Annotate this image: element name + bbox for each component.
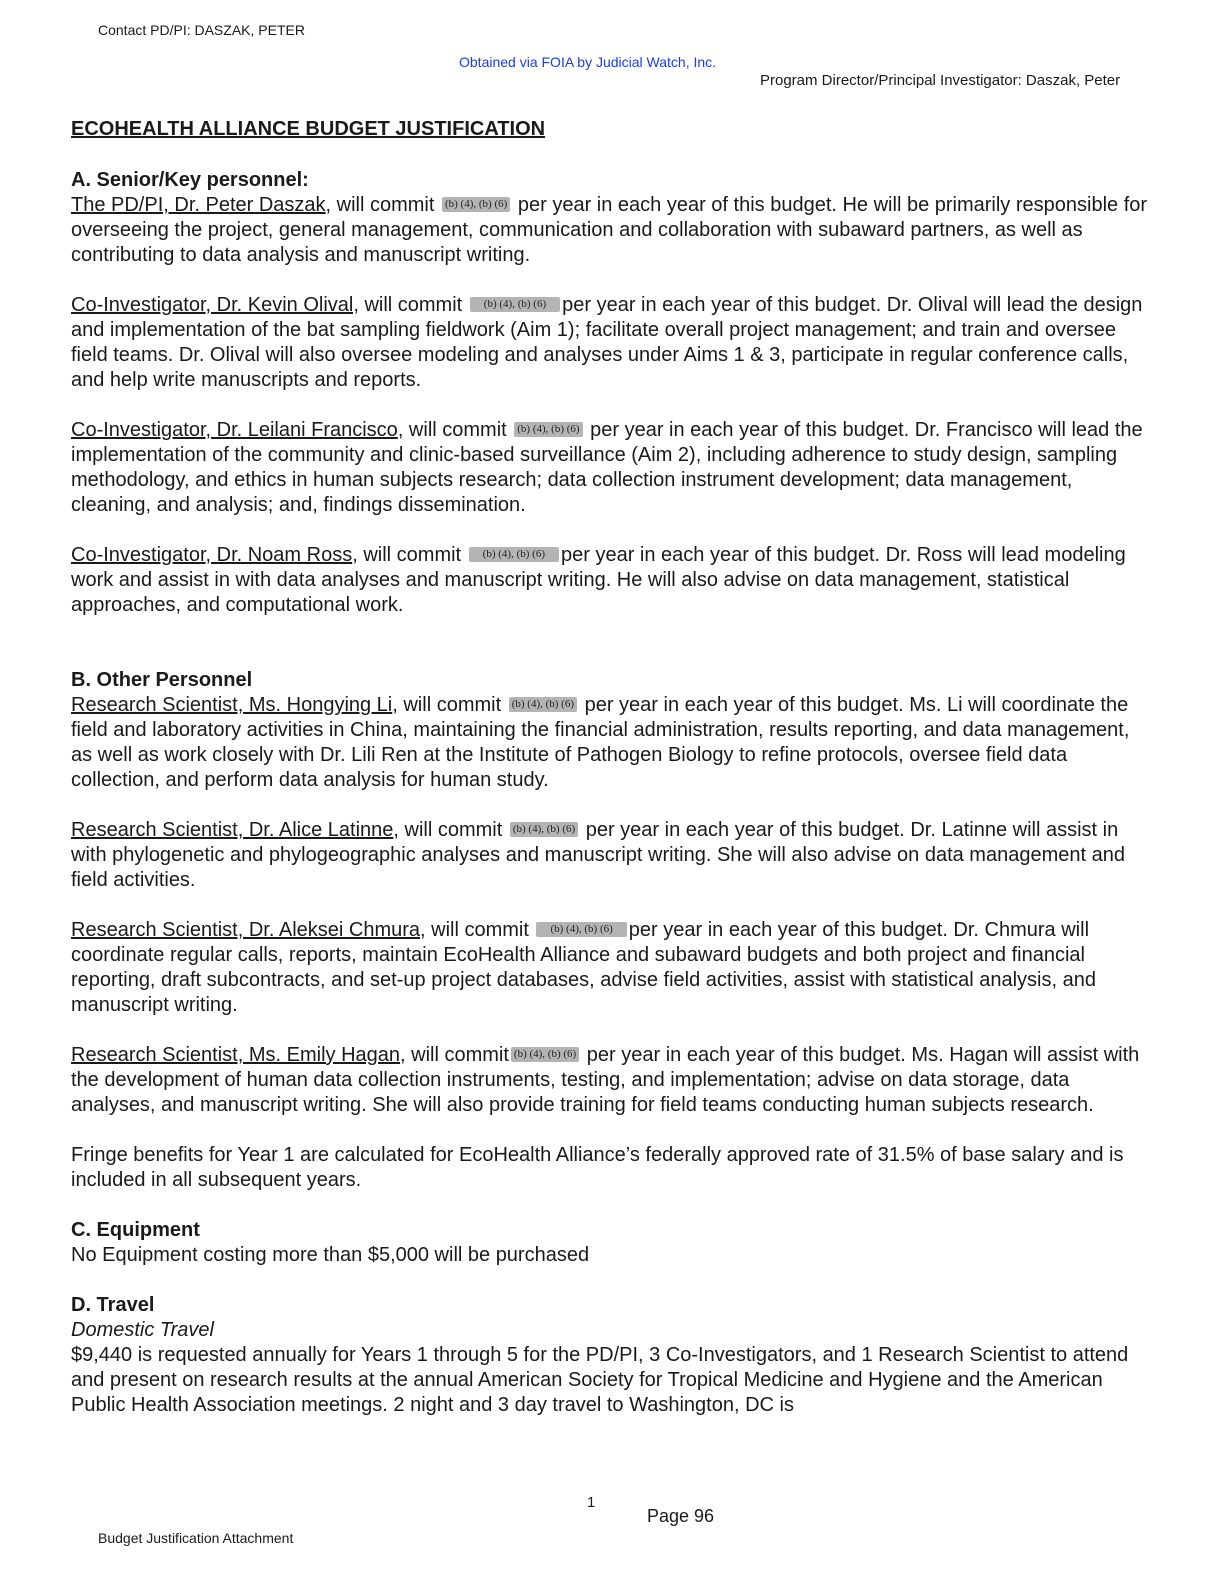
personnel-name: The PD/PI, Dr. Peter Daszak	[71, 194, 326, 216]
redaction-box: (b) (4), (b) (6)	[511, 1047, 579, 1062]
personnel-name: Research Scientist, Dr. Aleksei Chmura	[71, 919, 421, 941]
paragraph-daszak: The PD/PI, Dr. Peter Daszak, will commit (b) (4), (b) (6) per year in each year of this budget. He will be primarily responsible for overseeing the project, general management, communication and collaboration with subaward partners, as well as contributing to data analysis and manuscript writing.	[71, 194, 1148, 266]
section-d-heading: D. Travel	[71, 1294, 155, 1316]
personnel-name: Co-Investigator, Dr. Leilani Francisco	[71, 419, 398, 441]
section-a-heading: A. Senior/Key personnel:	[71, 169, 309, 191]
paragraph-latinne: Research Scientist, Dr. Alice Latinne, will commit (b) (4), (b) (6) per year in each year of this budget. Dr. Latinne will assist in with phylogenetic and phylogeographic analyses and manuscript writing. She will also advise on data management and field activities.	[71, 819, 1125, 891]
personnel-name: Research Scientist, Dr. Alice Latinne	[71, 819, 394, 841]
personnel-name: Research Scientist, Ms. Hongying Li	[71, 694, 393, 716]
paragraph-ross: Co-Investigator, Dr. Noam Ross, will commit (b) (4), (b) (6) per year in each year of this budget. Dr. Ross will lead modeling work and assist in with data analyses and manuscript writing. He will also advise on data management, statistical approaches, and computational work.	[71, 544, 1126, 616]
redaction-box: (b) (4), (b) (6)	[514, 422, 582, 437]
section-b-heading: B. Other Personnel	[71, 669, 253, 691]
foia-notice: Obtained via FOIA by Judicial Watch, Inc.	[459, 54, 717, 70]
document-title: ECOHEALTH ALLIANCE BUDGET JUSTIFICATION	[71, 118, 546, 140]
paragraph-fringe: Fringe benefits for Year 1 are calculated for EcoHealth Alliance’s federally approved rate of 31.5% of base salary and is included in all subsequent years.	[71, 1144, 1124, 1191]
paragraph-domestic-travel: $9,440 is requested annually for Years 1 through 5 for the PD/PI, 3 Co-Investigators, and 1 Research Scientist to attend and present on research results at the annual American Society for Tropical Medicine and Hygiene and the American Public Health Association meetings. 2 night and 3 day travel to Washington, DC is	[71, 1344, 1129, 1416]
contact-header: Contact PD/PI: DASZAK, PETER	[98, 22, 305, 38]
redaction-box: (b) (4), (b) (6)	[470, 297, 560, 312]
personnel-name: Co-Investigator, Dr. Noam Ross	[71, 544, 353, 566]
page-label: Page 96	[647, 1506, 715, 1526]
spacer	[71, 643, 1151, 668]
personnel-name: Co-Investigator, Dr. Kevin Olival,	[71, 294, 359, 316]
page-number: 1	[587, 1494, 596, 1511]
redaction-box: (b) (4), (b) (6)	[469, 547, 559, 562]
paragraph-olival: Co-Investigator, Dr. Kevin Olival, will commit (b) (4), (b) (6) per year in each year of this budget. Dr. Olival will lead the design and implementation of the bat sampling fieldwork (Aim 1); facilitate overall project management; and train and oversee field teams. Dr. Olival will also oversee modeling and analyses under Aims 1 & 3, participate in regular conference calls, and help write manuscripts and reports.	[71, 294, 1143, 391]
paragraph-chmura: Research Scientist, Dr. Aleksei Chmura, will commit (b) (4), (b) (6) per year in each year of this budget. Dr. Chmura will coordinate regular calls, reports, maintain EcoHealth Alliance and subaward budgets and both project and financial reporting, draft subcontracts, and set-up project databases, advise field activities, assist with statistical analysis, and manuscript writing.	[71, 919, 1096, 1016]
redaction-box: (b) (4), (b) (6)	[536, 922, 626, 937]
redaction-box: (b) (4), (b) (6)	[509, 697, 577, 712]
paragraph-francisco: Co-Investigator, Dr. Leilani Francisco, will commit (b) (4), (b) (6) per year in each year of this budget. Dr. Francisco will lead the implementation of the community and clinic-based surveillance (Aim 2), including adherence to study design, sampling methodology, and ethics in human subjects research; data collection instrument development; data management, cleaning, and analysis; and, findings dissemination.	[71, 419, 1143, 516]
paragraph-hagan: Research Scientist, Ms. Emily Hagan, will commit (b) (4), (b) (6) per year in each year of this budget. Ms. Hagan will assist with the development of human data collection instruments, testing, and implementation; advise on data storage, data analyses, and manuscript writing. She will also provide training for field teams conducting human subjects research.	[71, 1044, 1140, 1116]
subheading-domestic-travel: Domestic Travel	[71, 1319, 214, 1341]
pdpi-header: Program Director/Principal Investigator: Daszak, Peter	[760, 72, 1121, 89]
redaction-box: (b) (4), (b) (6)	[442, 197, 510, 212]
redaction-box: (b) (4), (b) (6)	[510, 822, 578, 837]
personnel-name: Research Scientist, Ms. Emily Hagan	[71, 1044, 401, 1066]
paragraph-equipment: No Equipment costing more than $5,000 will be purchased	[71, 1244, 590, 1266]
section-c-heading: C. Equipment	[71, 1219, 200, 1241]
paragraph-li: Research Scientist, Ms. Hongying Li, will commit (b) (4), (b) (6) per year in each year of this budget. Ms. Li will coordinate the field and laboratory activities in China, maintaining the financial administration, results reporting, and data management, as well as work closely with Dr. Lili Ren at the Institute of Pathogen Biology to refine protocols, oversee field data collection, and perform data analysis for human study.	[71, 694, 1130, 791]
attachment-label: Budget Justification Attachment	[98, 1530, 294, 1546]
document-body	[71, 168, 1151, 1443]
